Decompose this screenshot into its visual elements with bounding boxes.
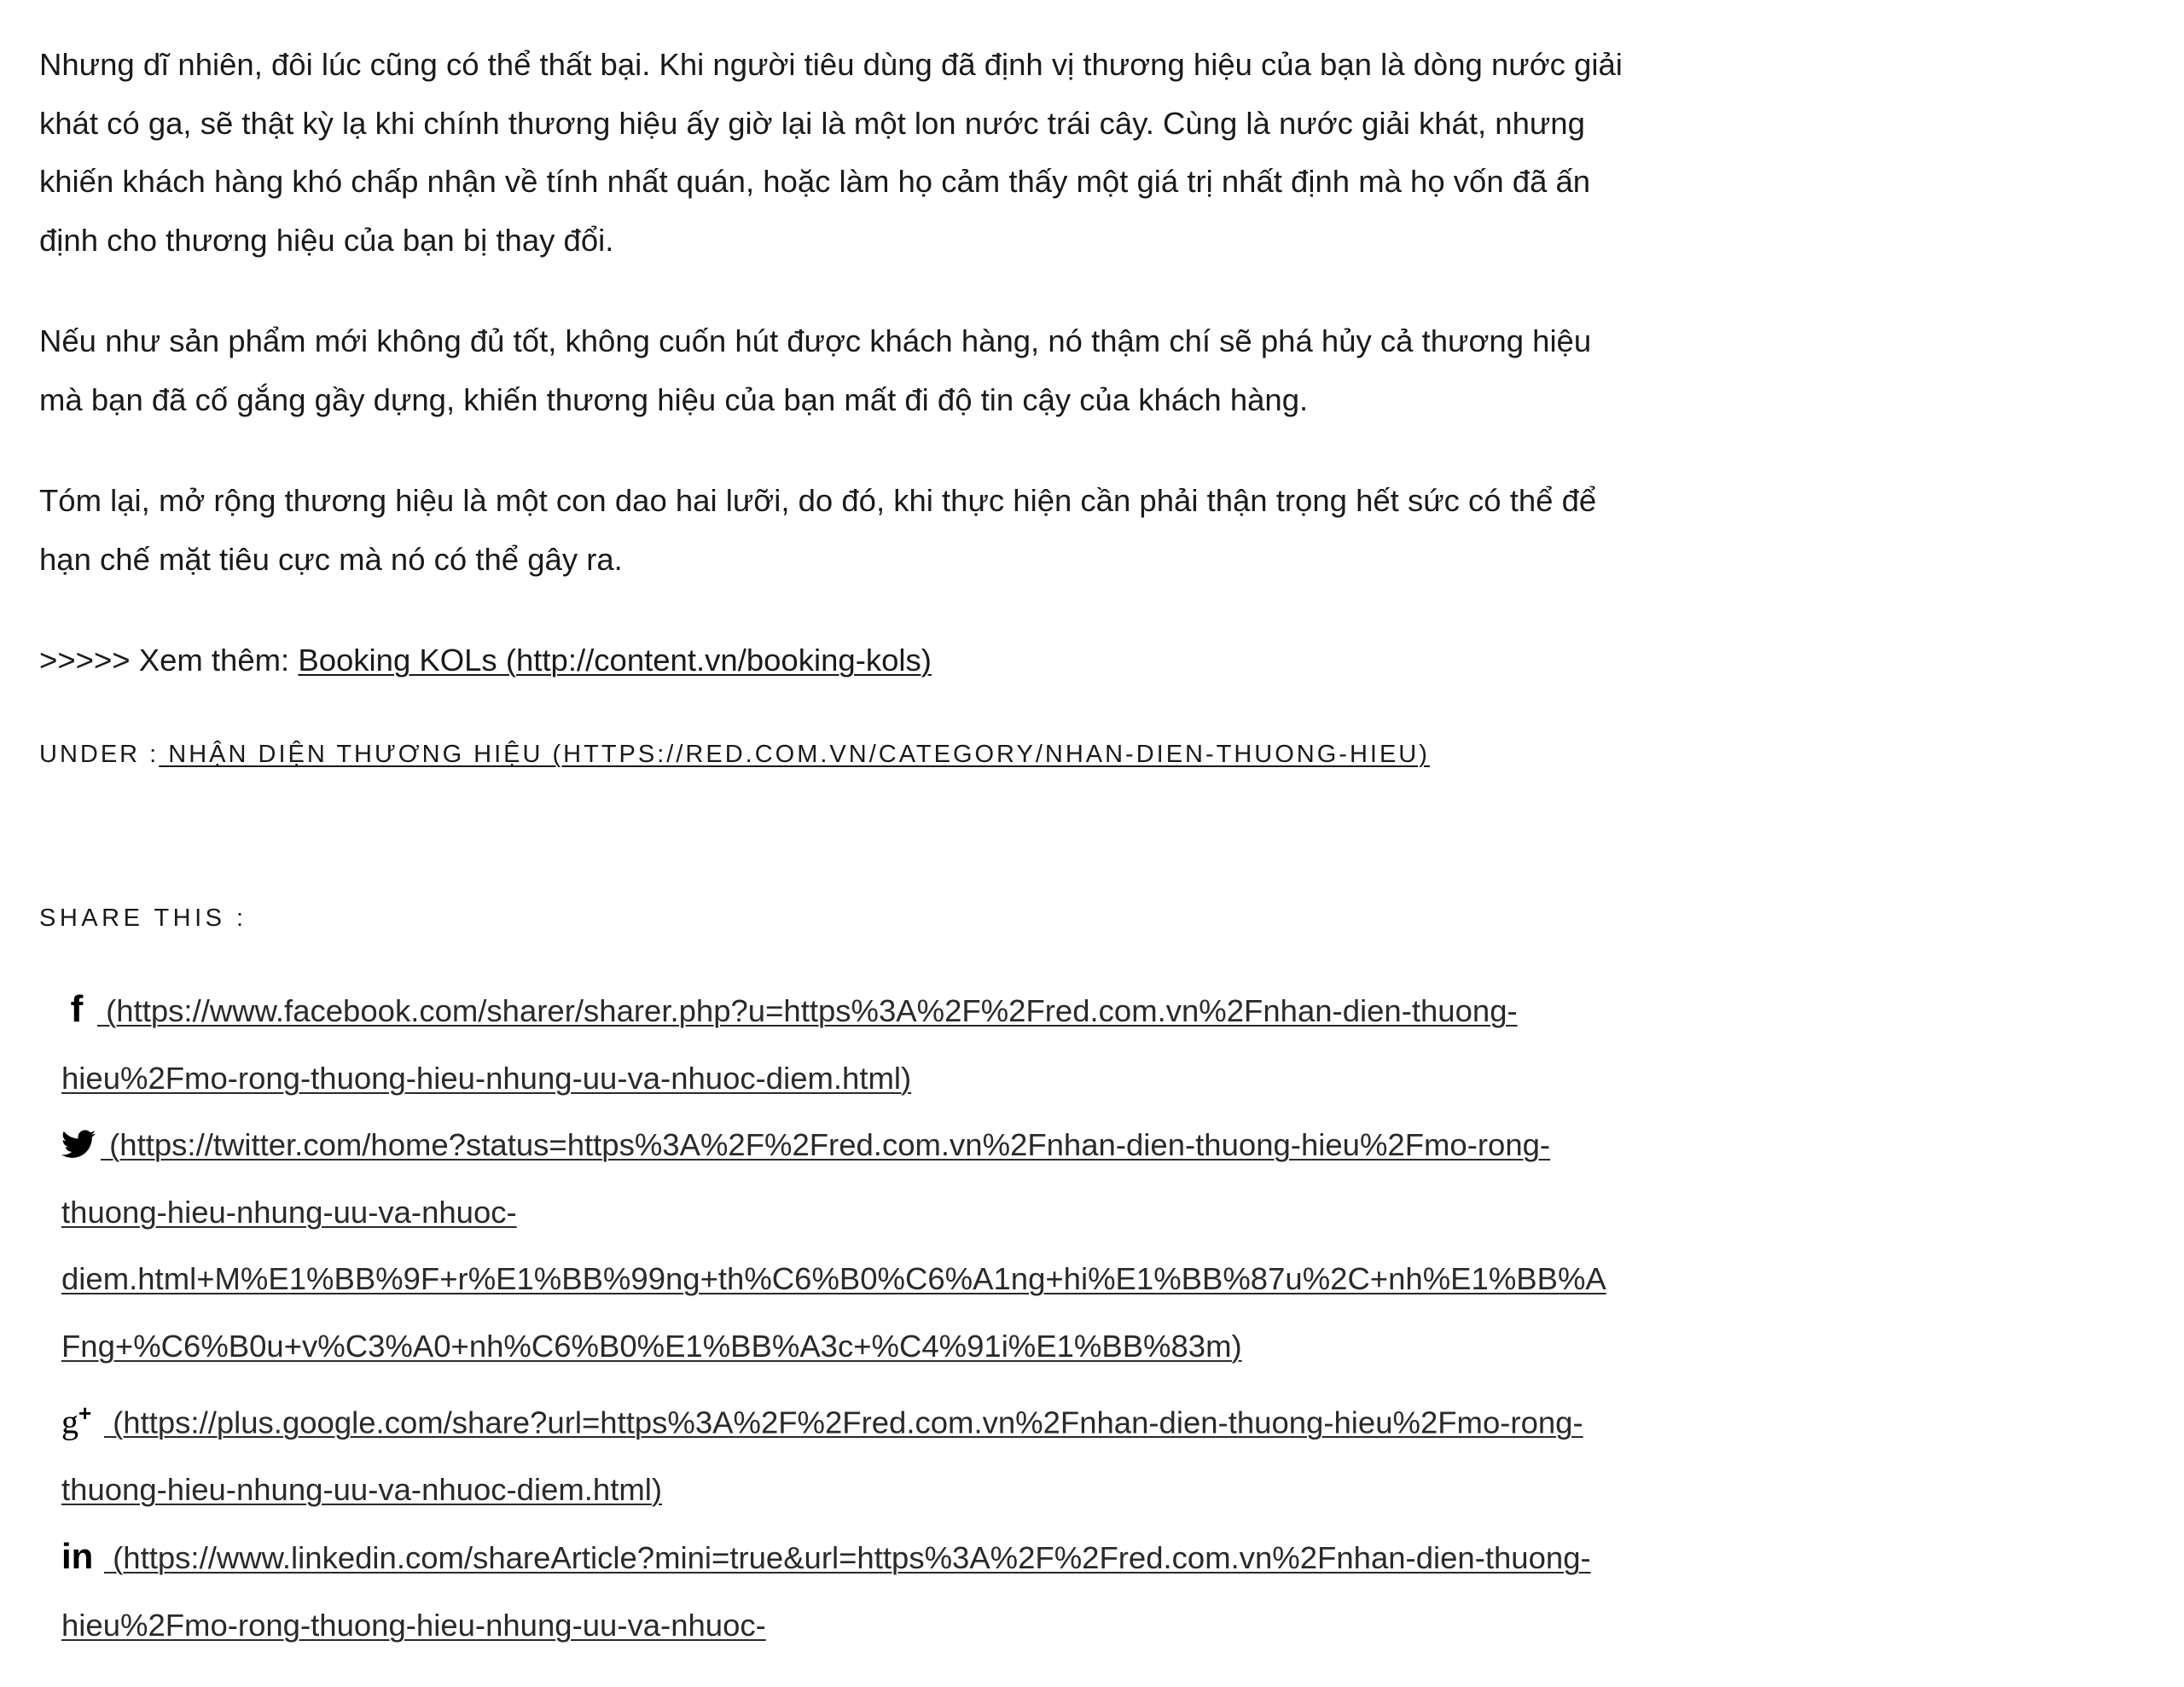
share-link-line: hieu%2Fmo-rong-thuong-hieu-nhung-uu-va-nhuoc- bbox=[61, 1607, 766, 1643]
google-plus-share-link[interactable] bbox=[61, 1380, 1802, 1523]
paragraph-line: Nếu như sản phẩm mới không đủ tốt, không cuốn hút được khách hàng, nó thậm chí sẽ phá hủy cả thương hiệu bbox=[39, 323, 1592, 358]
twitter-share-link[interactable] bbox=[61, 1112, 1802, 1380]
google-plus-icon bbox=[61, 1380, 99, 1456]
paragraph-line: hạn chế mặt tiêu cực mà nó có thể gây ra. bbox=[39, 541, 623, 577]
share-link-line: thuong-hieu-nhung-uu-va-nhuoc- bbox=[61, 1194, 517, 1230]
share-link-line bbox=[61, 976, 1802, 1045]
share-label: SHARE THIS : bbox=[39, 905, 247, 932]
linkedin-share-link[interactable] bbox=[61, 1523, 1802, 1659]
booking-kols-link[interactable]: Booking KOLs (http://content.vn/booking-kols) bbox=[298, 643, 932, 678]
share-link-line: diem.html+M%E1%BB%9F+r%E1%BB%99ng+th%C6%B0%C6%A1ng+hi%E1%BB%87u%2C+nh%E1%BB%A bbox=[61, 1261, 1606, 1296]
google-plus-glyph: g bbox=[61, 1402, 78, 1441]
paragraph-line: Nhưng dĩ nhiên, đôi lúc cũng có thể thất bại. Khi người tiêu dùng đã định vị thương hiệu của bạn là dòng nước giải bbox=[39, 47, 1623, 82]
share-link-line: hieu%2Fmo-rong-thuong-hieu-nhung-uu-va-nhuoc-diem.html) bbox=[61, 1060, 912, 1096]
paragraph-line: khát có ga, sẽ thật kỳ lạ khi chính thương hiệu ấy giờ lại là một lon nước trái cây. Cùng là nước giải khát, nhưng bbox=[39, 105, 1585, 141]
category-line bbox=[39, 741, 1430, 769]
see-more bbox=[39, 631, 1797, 690]
share-link-line bbox=[61, 1112, 1802, 1179]
facebook-icon: f bbox=[70, 988, 84, 1030]
share-link-text: (https://twitter.com/home?status=https%3A%2F%2Fred.com.vn%2Fnhan-dien-thuong-hieu%2Fmo-rong- bbox=[101, 1127, 1551, 1162]
paragraph-line: Tóm lại, mở rộng thương hiệu là một con dao hai lưỡi, do đó, khi thực hiện cần phải thận trọng hết sức có thể để bbox=[39, 483, 1597, 518]
share-link-line bbox=[61, 1523, 1802, 1592]
share-link-line: thuong-hieu-nhung-uu-va-nhuoc-diem.html) bbox=[61, 1471, 663, 1507]
share-link-text: (https://plus.google.com/share?url=https%3A%2F%2Fred.com.vn%2Fnhan-dien-thuong-hieu%2Fmo-rong- bbox=[104, 1405, 1583, 1440]
category-link[interactable]: NHẬN DIỆN THƯƠNG HIỆU (HTTPS://RED.COM.VN/CATEGORY/NHAN-DIEN-THUONG-HIEU) bbox=[159, 741, 1430, 768]
category-label: UNDER : bbox=[39, 741, 160, 768]
share-link-line: Fng+%C6%B0u+v%C3%A0+nh%C6%B0%E1%BB%A3c+%C4%91i%E1%BB%83m) bbox=[61, 1328, 1242, 1364]
share-link-line bbox=[61, 1380, 1802, 1457]
see-more-line bbox=[39, 631, 1797, 690]
paragraph-line: định cho thương hiệu của bạn bị thay đổi. bbox=[39, 222, 614, 258]
article-paragraph bbox=[39, 36, 1797, 270]
twitter-icon bbox=[61, 1112, 96, 1179]
paragraph-line: khiến khách hàng khó chấp nhận về tính nhất quán, hoặc làm họ cảm thấy một giá trị nhất định mà họ vốn đã ấn bbox=[39, 164, 1591, 199]
facebook-share-link[interactable] bbox=[61, 976, 1802, 1112]
article-paragraph bbox=[39, 472, 1797, 589]
google-plus-sup: + bbox=[78, 1400, 92, 1426]
article-paragraph bbox=[39, 312, 1797, 429]
linkedin-icon: in bbox=[61, 1536, 94, 1577]
see-more-prefix: >>>>> Xem thêm: bbox=[39, 643, 299, 678]
share-link-text: (https://www.linkedin.com/shareArticle?mini=true&url=https%3A%2F%2Fred.com.vn%2Fnhan-dien-thuong- bbox=[104, 1540, 1591, 1576]
paragraph-line: mà bạn đã cố gắng gầy dựng, khiến thương hiệu của bạn mất đi độ tin cậy của khách hàng. bbox=[39, 381, 1309, 417]
share-list bbox=[61, 976, 1802, 1659]
share-link-text: (https://www.facebook.com/sharer/sharer.php?u=https%3A%2F%2Fred.com.vn%2Fnhan-dien-thuong- bbox=[97, 993, 1518, 1028]
